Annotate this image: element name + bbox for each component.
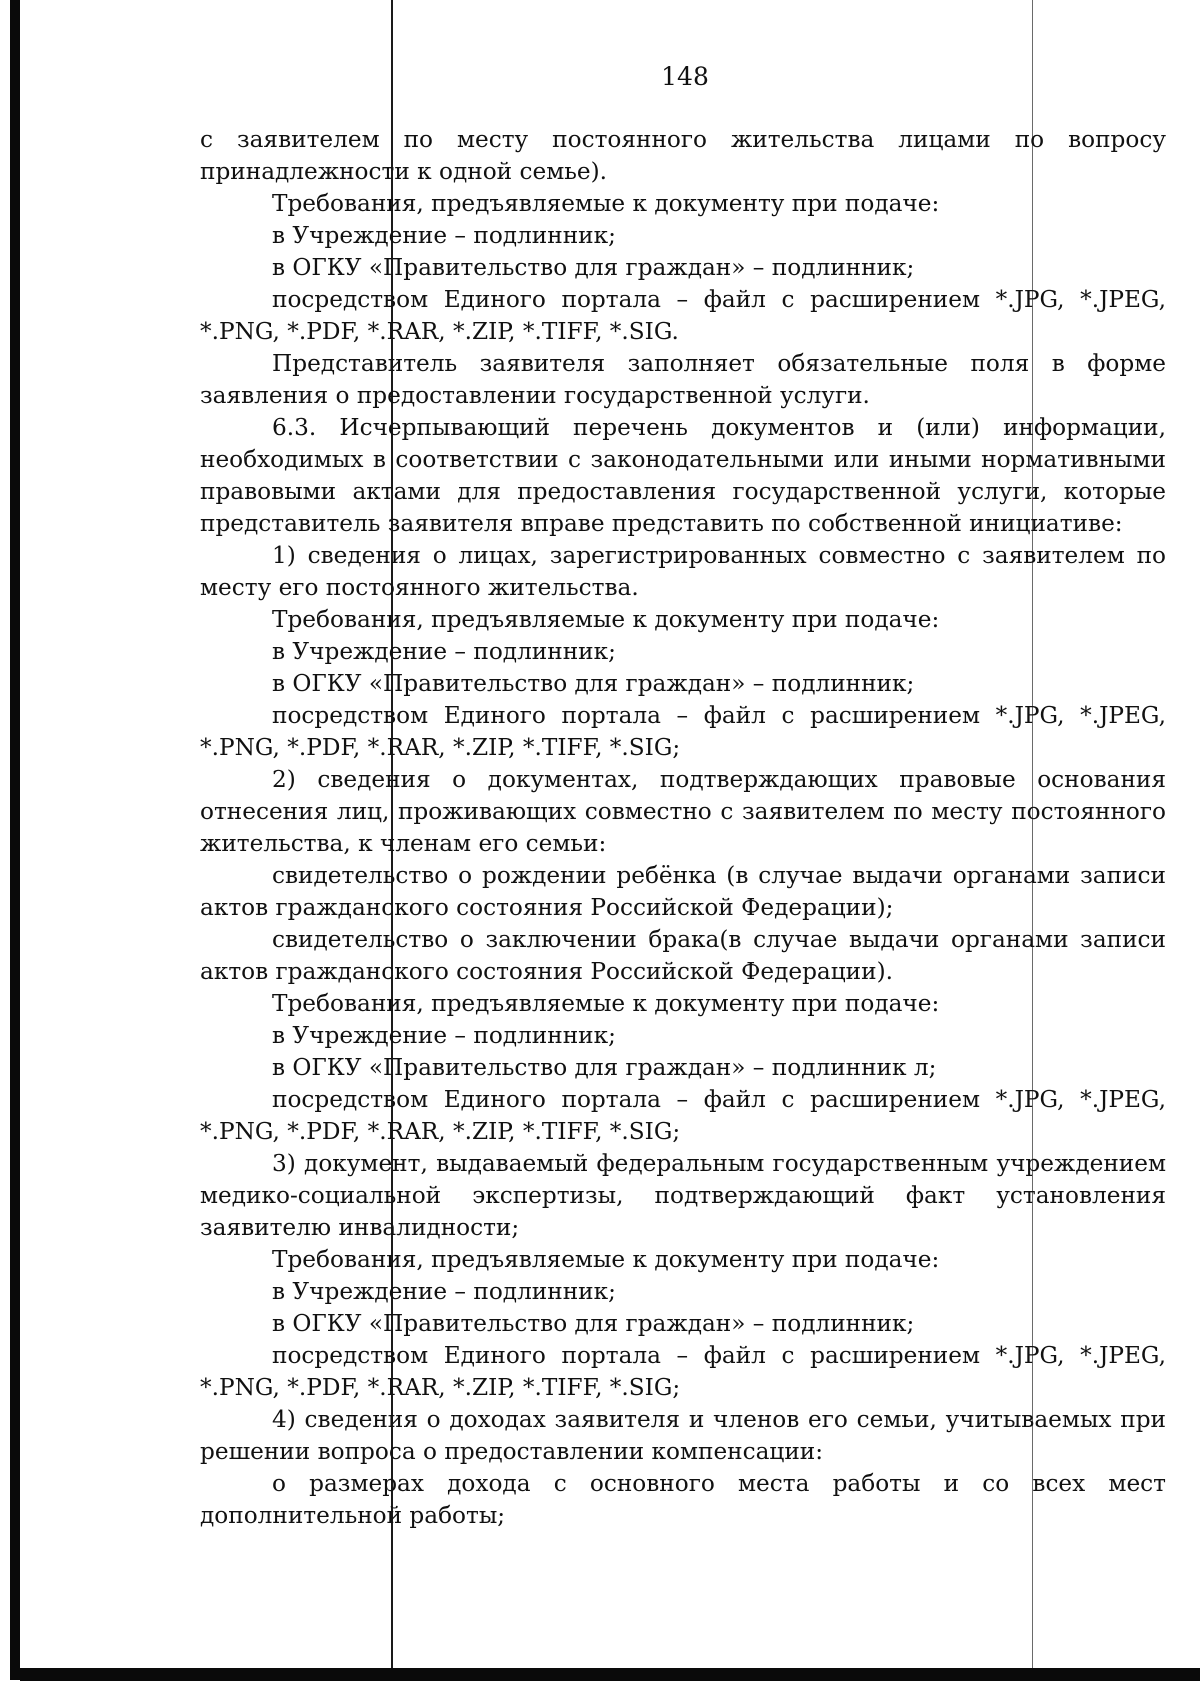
paragraph: с заявителем по месту постоянного жительства лицами по вопросу принадлежности к одной семье).	[200, 126, 1166, 185]
paragraph: свидетельство о заключении брака(в случае выдачи органами записи актов гражданского состояния Российской Федерации).	[200, 926, 1166, 985]
paragraph: Требования, предъявляемые к документу при подаче:	[272, 1246, 940, 1273]
paragraph: в ОГКУ «Правительство для граждан» – подлинник;	[272, 1310, 915, 1337]
paragraph: 2) сведения о документах, подтверждающих правовые основания отнесения лиц, проживающих совместно с заявителем по месту постоянного жительства, к членам его семьи:	[200, 766, 1166, 857]
paragraph: в Учреждение – подлинник;	[272, 1278, 616, 1305]
paragraph: в Учреждение – подлинник;	[272, 222, 616, 249]
paragraph: посредством Единого портала – файл с расширением *.JPG, *.JPEG, *.PNG, *.PDF, *.RAR, *.ZIP, *.TIFF, *.SIG;	[200, 1342, 1166, 1401]
paragraph: посредством Единого портала – файл с расширением *.JPG, *.JPEG, *.PNG, *.PDF, *.RAR, *.ZIP, *.TIFF, *.SIG.	[200, 286, 1166, 345]
paragraph: в ОГКУ «Правительство для граждан» – подлинник л;	[272, 1054, 937, 1081]
paragraph: 3) документ, выдаваемый федеральным государственным учреждением медико-социальной экспертизы, подтверждающий факт установления заявителю инвалидности;	[200, 1150, 1166, 1241]
paragraph: Требования, предъявляемые к документу при подаче:	[272, 190, 940, 217]
paragraph: посредством Единого портала – файл с расширением *.JPG, *.JPEG, *.PNG, *.PDF, *.RAR, *.ZIP, *.TIFF, *.SIG;	[200, 1086, 1166, 1145]
document-body	[200, 124, 1166, 1532]
paragraph: 4) сведения о доходах заявителя и членов его семьи, учитываемых при решении вопроса о предоставлении компенсации:	[200, 1406, 1166, 1465]
paragraph: Требования, предъявляемые к документу при подаче:	[272, 606, 940, 633]
paragraph: посредством Единого портала – файл с расширением *.JPG, *.JPEG, *.PNG, *.PDF, *.RAR, *.ZIP, *.TIFF, *.SIG;	[200, 702, 1166, 761]
paragraph: Требования, предъявляемые к документу при подаче:	[272, 990, 940, 1017]
paragraph: в ОГКУ «Правительство для граждан» – подлинник;	[272, 254, 915, 281]
paragraph: в ОГКУ «Правительство для граждан» – подлинник;	[272, 670, 915, 697]
scan-left-edge	[10, 0, 20, 1680]
paragraph: 1) сведения о лицах, зарегистрированных совместно с заявителем по месту его постоянного жительства.	[200, 542, 1166, 601]
scan-bottom-edge	[20, 1668, 1200, 1681]
page-number: 148	[661, 62, 709, 91]
paragraph: 6.3. Исчерпывающий перечень документов и (или) информации, необходимых в соответствии с законодательными или иными нормативными правовыми актами для предоставления государственной услуги, которые представитель заявителя вправе представить по собственной инициативе:	[200, 414, 1166, 537]
paragraph: в Учреждение – подлинник;	[272, 638, 616, 665]
paragraph: в Учреждение – подлинник;	[272, 1022, 616, 1049]
paragraph: Представитель заявителя заполняет обязательные поля в форме заявления о предоставлении государственной услуги.	[200, 350, 1166, 409]
paragraph: о размерах дохода с основного места работы и со всех мест дополнительной работы;	[200, 1470, 1166, 1529]
paragraph: свидетельство о рождении ребёнка (в случае выдачи органами записи актов гражданского состояния Российской Федерации);	[200, 862, 1166, 921]
